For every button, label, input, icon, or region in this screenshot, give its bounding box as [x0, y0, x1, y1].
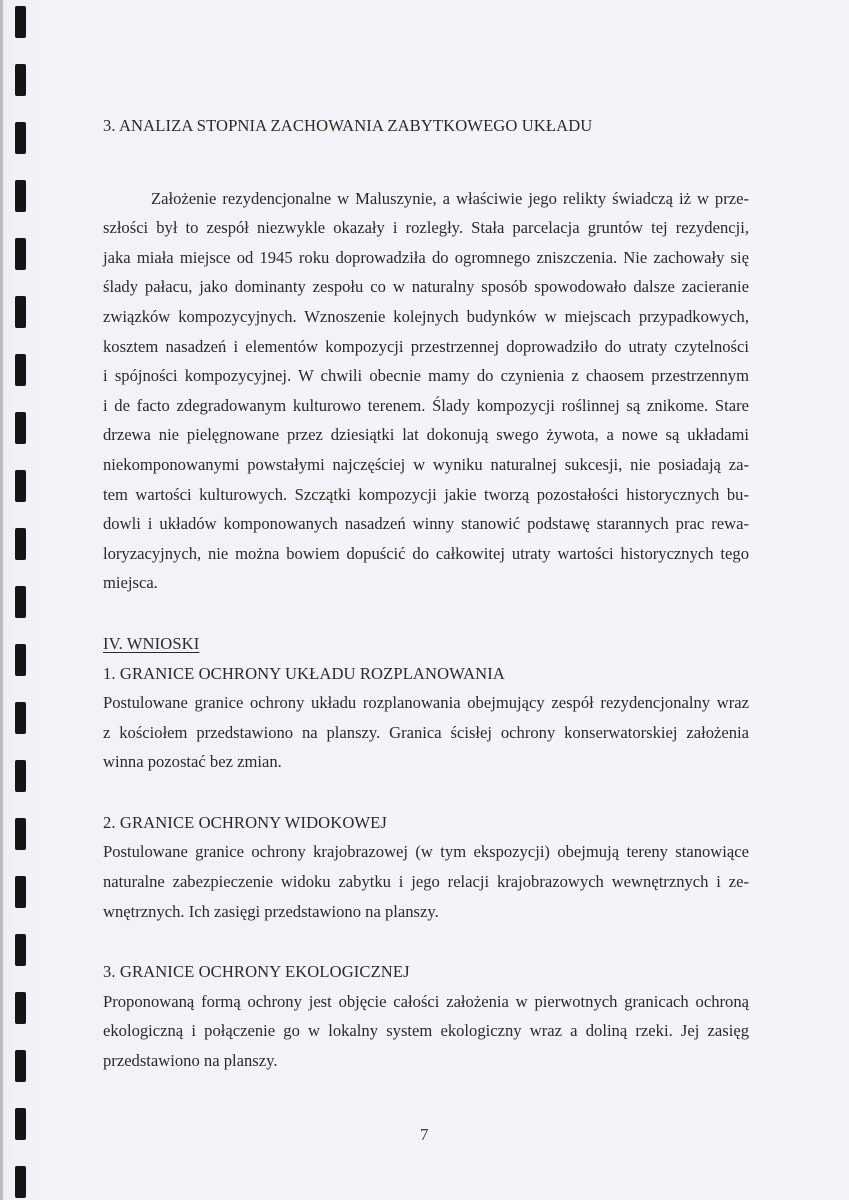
paragraph-line: związków kompozycyjnych. Wznoszenie kolejnych budynków w miejscach przypadkowych, — [103, 306, 749, 326]
binding-hole — [15, 6, 26, 38]
binding-hole — [15, 412, 26, 444]
paragraph-line: Postulowane granice ochrony krajobrazowej (w tym ekspozycji) obejmują tereny stanowiące — [103, 842, 749, 862]
paragraph-line: loryzacyjnych, nie można bowiem dopuścić do całkowitej utraty wartości historycznych tego — [103, 543, 749, 563]
paragraph-line: Założenie rezydencjonalne w Maluszynie, a właściwie jego relikty świadczą iż w prze- — [151, 188, 749, 208]
binding-hole — [15, 528, 26, 560]
paragraph-line: miejsca. — [103, 573, 158, 593]
paragraph-line: naturalne zabezpieczenie widoku zabytku i jego relacji krajobrazowych wewnętrznych i ze- — [103, 872, 749, 892]
paragraph-line: dowli i układów komponowanych nasadzeń winny stanowić podstawę starannych prac rewa- — [103, 514, 749, 534]
binding-hole — [15, 354, 26, 386]
subsection-heading: 1. GRANICE OCHRONY UKŁADU ROZPLANOWANIA — [103, 663, 505, 683]
paragraph-line: wnętrznych. Ich zasięgi przedstawiono na planszy. — [103, 901, 439, 921]
binding-hole — [15, 702, 26, 734]
conclusions-heading: IV. WNIOSKI — [103, 633, 200, 653]
paragraph-line: ślady pałacu, jako dominanty zespołu co w naturalny sposób spowodowało dalsze zacieranie — [103, 277, 749, 297]
document-body — [103, 111, 749, 1076]
binding-hole — [15, 586, 26, 618]
subsection-layout-protection — [103, 659, 749, 777]
binding-hole — [15, 1108, 26, 1140]
paragraph-line: drzewa nie pielęgnowane przez dziesiątki lat dokonują swego żywota, a nowe są układami — [103, 425, 749, 445]
subsection-ecological-protection — [103, 957, 749, 1075]
binding-hole — [15, 64, 26, 96]
paragraph-line: jaka miała miejsce od 1945 roku doprowadziła do ogromnego zniszczenia. Nie zachowały się — [103, 247, 749, 267]
binding-hole — [15, 644, 26, 676]
spacer — [103, 777, 749, 808]
paragraph-line: szłości był to zespół niezwykle okazały i rozległy. Stała parcelacja gruntów tej rezydencji, — [103, 218, 749, 238]
subsection-heading: 3. GRANICE OCHRONY EKOLOGICZNEJ — [103, 962, 410, 982]
binding-hole — [15, 296, 26, 328]
paragraph-line: przedstawiono na planszy. — [103, 1051, 278, 1071]
spacer — [103, 141, 749, 184]
subsection-heading: 2. GRANICE OCHRONY WIDOKOWEJ — [103, 812, 387, 832]
binding-hole — [15, 992, 26, 1024]
binding-hole — [15, 818, 26, 850]
binding-hole — [15, 876, 26, 908]
binding-hole — [15, 122, 26, 154]
subsection-view-protection — [103, 808, 749, 926]
section-heading-analysis: 3. ANALIZA STOPNIA ZACHOWANIA ZABYTKOWEGO UKŁADU — [103, 116, 593, 135]
spacer — [103, 926, 749, 957]
analysis-paragraph — [103, 184, 749, 598]
paragraph-line: winna pozostać bez zmian. — [103, 752, 282, 772]
paragraph-line: ekologiczną i połączenie go w lokalny system ekologiczny wraz a doliną rzeki. Jej zasięg — [103, 1021, 749, 1041]
paragraph-line: z kościołem przedstawiono na planszy. Granica ścisłej ochrony konserwatorskiej założenia — [103, 722, 749, 742]
paragraph-line: Postulowane granice ochrony układu rozplanowania obejmujący zespół rezydencjonalny wraz — [103, 693, 749, 713]
paragraph-line: niekomponowanymi powstałymi najczęściej w wyniku naturalnej sukcesji, nie posiadają za- — [103, 454, 749, 474]
paragraph-line: tem wartości kulturowych. Szczątki kompozycji jakie tworzą pozostałości historycznych bu- — [103, 484, 749, 504]
binding-hole — [15, 1050, 26, 1082]
binding-hole — [15, 238, 26, 270]
paragraph-line: i spójności kompozycyjnej. W chwili obecnie mamy do czynienia z chaosem przestrzennym — [103, 366, 749, 386]
paragraph-line: kosztem nasadzeń i elementów kompozycji przestrzennej doprowadziło do utraty czytelności — [103, 336, 749, 356]
binding-hole — [15, 760, 26, 792]
binding-hole — [15, 1166, 26, 1198]
binding-hole — [15, 470, 26, 502]
binding-holes — [0, 0, 40, 1200]
binding-hole — [15, 934, 26, 966]
paragraph-line: i de facto zdegradowanym kulturowo terenem. Ślady kompozycji roślinnej są znikome. Stare — [103, 395, 749, 415]
binding-hole — [15, 180, 26, 212]
paragraph-line: Proponowaną formą ochrony jest objęcie całości założenia w pierwotnych granicach ochroną — [103, 991, 749, 1011]
spacer — [103, 598, 749, 629]
page-number: 7 — [420, 1125, 429, 1144]
